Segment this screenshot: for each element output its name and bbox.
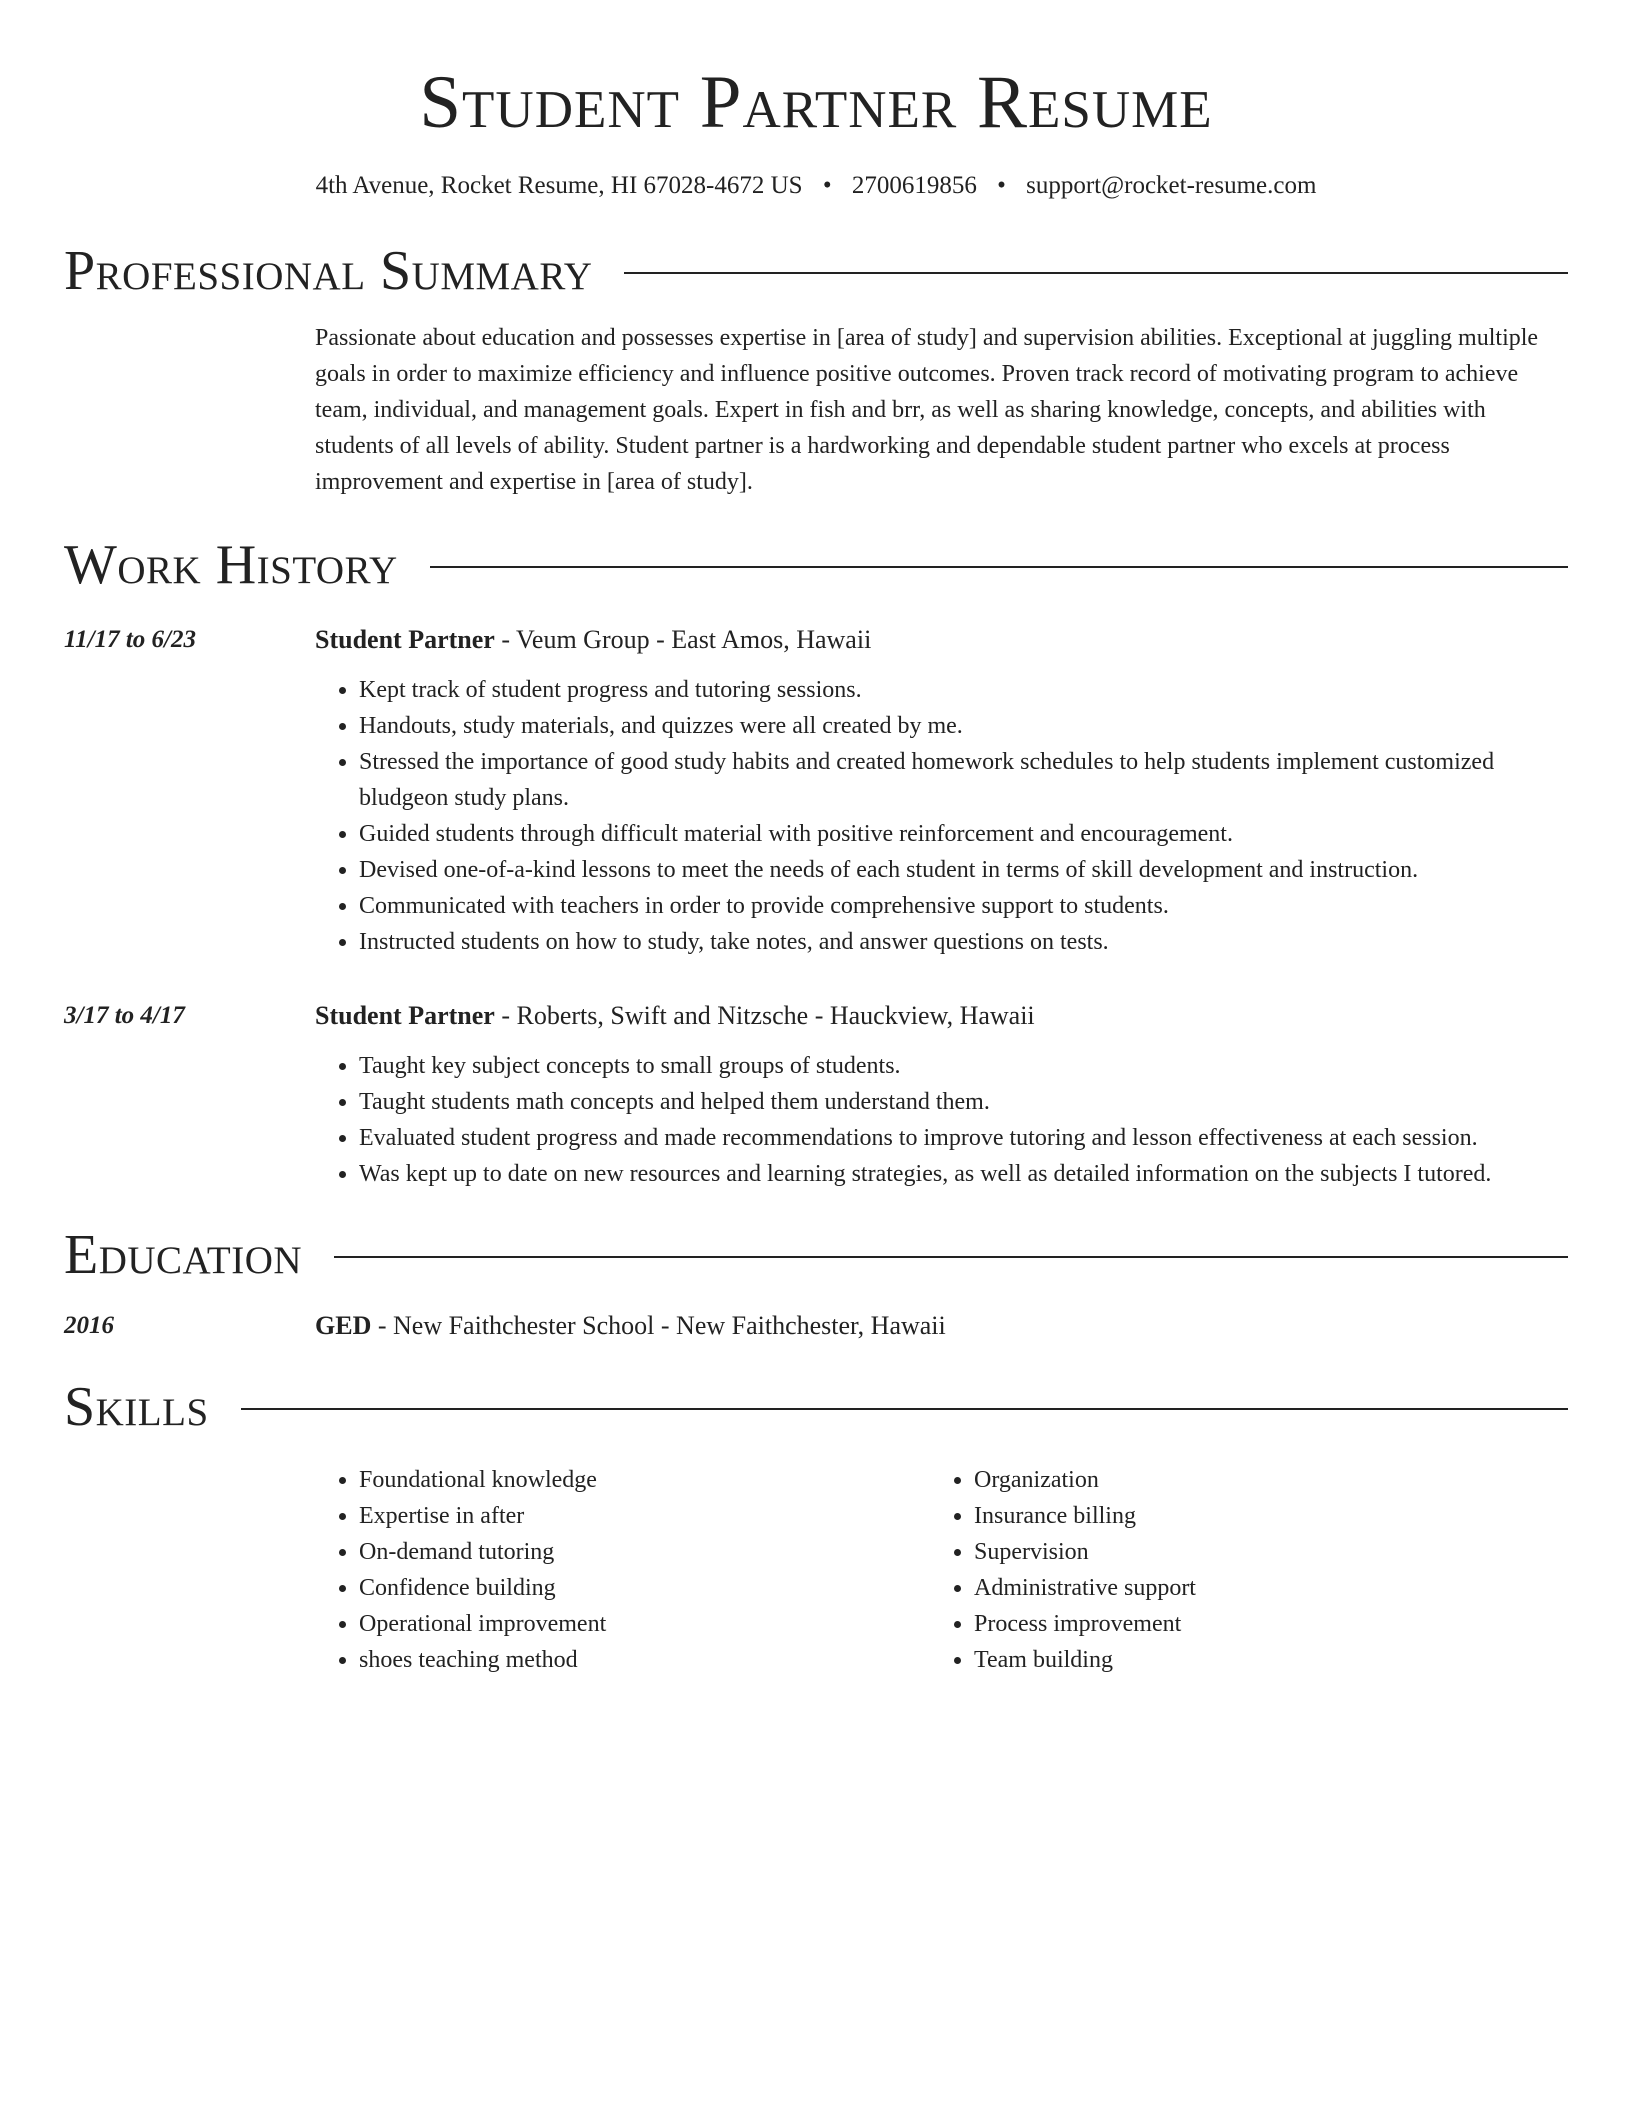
job-body	[315, 998, 1568, 1192]
skills-section-heading	[64, 1372, 1568, 1442]
job-details: - Roberts, Swift and Nitzsche - Hauckview, Hawaii	[494, 1001, 1035, 1030]
resume-page	[64, 0, 1568, 1678]
job-bullet: • Was kept up to date on new resources and learning strategies, as well as detailed information on the subjects I tutored.	[359, 1156, 1568, 1192]
job-bullet: • Handouts, study materials, and quizzes were all created by me.	[359, 708, 1568, 744]
job-bullet: • Guided students through difficult material with positive reinforcement and encouragement.	[359, 816, 1568, 852]
skill-item: • Confidence building	[359, 1570, 930, 1606]
education-entry	[64, 1308, 1568, 1344]
skill-item: • Supervision	[974, 1534, 1545, 1570]
job-bullet-list	[315, 1048, 1568, 1192]
summary-heading: Professional Summary	[64, 240, 593, 302]
summary-text: Passionate about education and possesses expertise in [area of study] and supervision abilities. Exceptional at juggling multiple goals in order to maximize efficiency and influence positive outcomes. Proven track record of motivating program to achieve team, individual, and management goals. Expert in fish and brr, as well as sharing knowledge, concepts, and abilities with students of all levels of ability. Student partner is a hardworking and dependable student partner who excels at process improvement and expertise in [area of study].	[315, 325, 1539, 495]
work-heading: Work History	[64, 534, 398, 596]
contact-email: support@rocket-resume.com	[1026, 172, 1317, 199]
job-bullet-list	[315, 672, 1568, 960]
skill-item: • Process improvement	[974, 1606, 1545, 1642]
job-bullet: • Instructed students on how to study, take notes, and answer questions on tests.	[359, 924, 1568, 960]
job-bullet: • Stressed the importance of good study habits and created homework schedules to help students implement customized bludgeon study plans.	[359, 744, 1568, 816]
job-entry	[64, 622, 1568, 960]
job-role: Student Partner	[315, 625, 495, 654]
job-role: Student Partner	[315, 1001, 495, 1030]
education-degree: GED	[315, 1311, 372, 1340]
contact-line	[64, 168, 1568, 204]
education-line	[315, 1308, 1568, 1344]
job-dates: 3/17 to 4/17	[64, 1002, 185, 1029]
job-details: - Veum Group - East Amos, Hawaii	[494, 625, 872, 654]
skill-item: • Organization	[974, 1462, 1545, 1498]
contact-separator: •	[997, 172, 1006, 199]
skill-item: • Operational improvement	[359, 1606, 930, 1642]
education-heading: Education	[64, 1224, 303, 1286]
skill-item: • On-demand tutoring	[359, 1534, 930, 1570]
job-body	[315, 622, 1568, 960]
job-bullet: • Communicated with teachers in order to provide comprehensive support to students.	[359, 888, 1568, 924]
section-divider	[334, 1256, 1568, 1258]
education-section-heading	[64, 1220, 1568, 1290]
job-title-line	[315, 998, 1568, 1034]
job-bullet: • Taught students math concepts and helped them understand them.	[359, 1084, 1568, 1120]
education-year: 2016	[64, 1312, 114, 1339]
skill-item: • Administrative support	[974, 1570, 1545, 1606]
job-bullet: • Devised one-of-a-kind lessons to meet the needs of each student in terms of skill development and instruction.	[359, 852, 1568, 888]
section-divider	[241, 1408, 1568, 1410]
job-dates: 11/17 to 6/23	[64, 626, 196, 653]
education-body	[315, 1308, 1568, 1344]
summary-section-heading	[64, 236, 1568, 306]
skill-item: • shoes teaching method	[359, 1642, 930, 1678]
skills-heading: Skills	[64, 1376, 209, 1438]
resume-title: Student Partner Resume	[419, 61, 1213, 144]
job-bullet: • Kept track of student progress and tutoring sessions.	[359, 672, 1568, 708]
job-bullet: • Taught key subject concepts to small groups of students.	[359, 1048, 1568, 1084]
skill-item: • Team building	[974, 1642, 1545, 1678]
job-entry	[64, 998, 1568, 1192]
skill-item: • Insurance billing	[974, 1498, 1545, 1534]
skill-item: • Expertise in after	[359, 1498, 930, 1534]
work-section-heading	[64, 530, 1568, 600]
contact-phone: 2700619856	[851, 172, 977, 199]
skills-list-right	[930, 1462, 1545, 1678]
contact-separator: •	[822, 172, 832, 199]
section-divider	[624, 272, 1568, 274]
job-title-line	[315, 622, 1568, 658]
education-details: - New Faithchester School - New Faithchester, Hawaii	[371, 1311, 946, 1340]
skills-list-left	[315, 1462, 930, 1678]
skill-item: • Foundational knowledge	[359, 1462, 930, 1498]
job-bullet: • Evaluated student progress and made recommendations to improve tutoring and lesson effectiveness at each session.	[359, 1120, 1568, 1156]
section-divider	[430, 566, 1568, 568]
skills-grid	[315, 1462, 1568, 1678]
contact-address: 4th Avenue, Rocket Resume, HI 67028-4672 US	[315, 172, 803, 199]
